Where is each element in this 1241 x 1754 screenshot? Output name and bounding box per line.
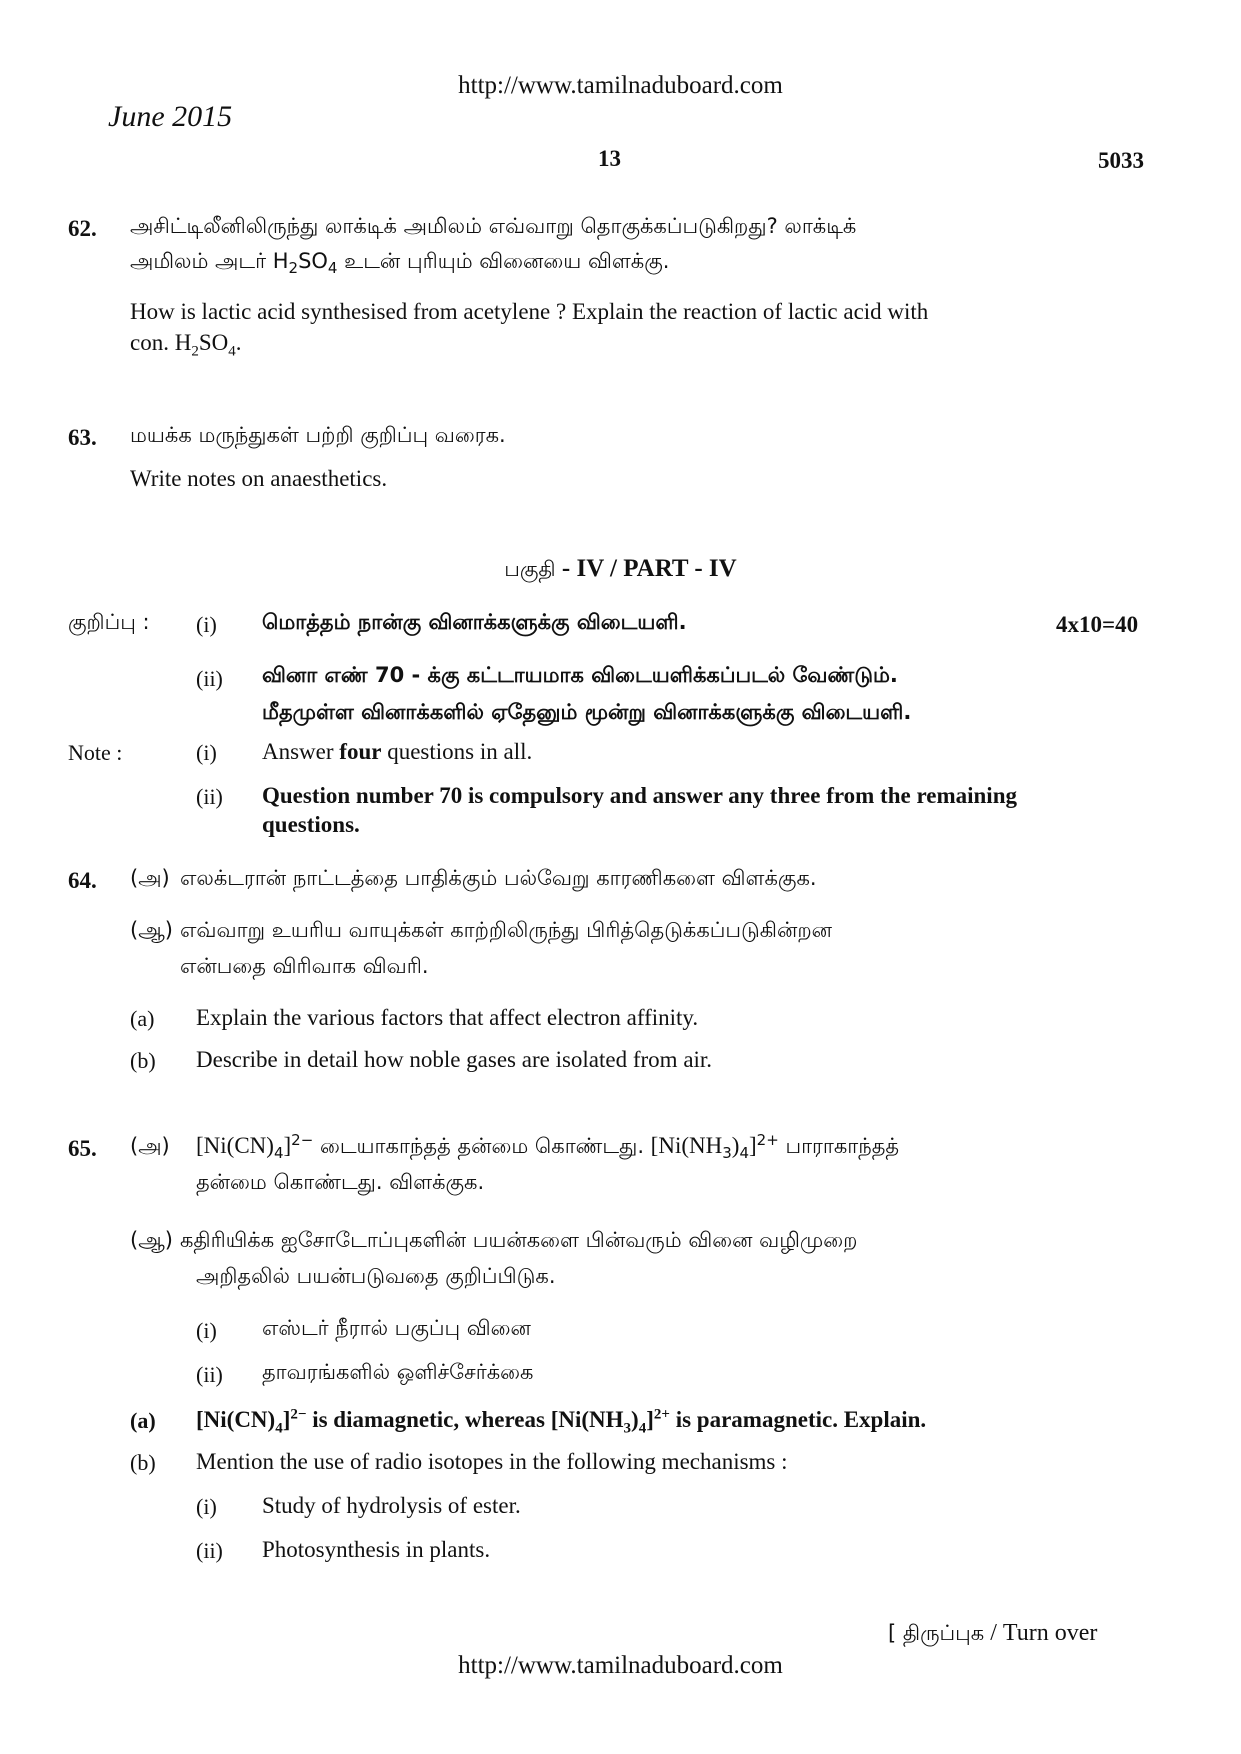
exam-date: June 2015 [108, 100, 233, 133]
q64-english-a: Explain the various factors that affect electron affinity. [196, 1005, 699, 1030]
instruction-english-i: Answer four questions in all. [262, 739, 533, 764]
question-number: 63. [68, 425, 97, 450]
instruction-english-ii-line1: Question number 70 is compulsory and answer any three from the remaining [262, 783, 1017, 808]
instruction-english-ii-line2: questions. [262, 812, 360, 837]
item-label: (ii) [196, 1538, 223, 1563]
instruction-tamil-i: மொத்தம் நான்கு வினாக்களுக்கு விடையளி. [262, 610, 687, 634]
question-number: 65. [68, 1136, 97, 1161]
page-number: 13 [598, 146, 621, 171]
turn-over-note: [ திருப்புக / Turn over [888, 1620, 1098, 1646]
q65-tamil-a-line1: $[Ni(CN)_4]^{2-}$ டையாகாந்தத் தன்மை கொண்டது. $[Ni(NH_3)_4]^{2+}$ பாராகாந்தத் [196, 1131, 900, 1163]
source-url-top: http://www.tamilnaduboard.com [458, 72, 783, 99]
note-label-tamil: குறிப்பு : [68, 610, 150, 634]
q64-tamil-a: எலக்டரான் நாட்டத்தை பாதிக்கும் பல்வேறு காரணிகளை விளக்குக. [180, 866, 817, 890]
q65-english-b-i: Study of hydrolysis of ester. [262, 1493, 521, 1518]
q65-english-a: $[Ni(CN)_4]^{2-}$ is diamagnetic, whereas $[Ni(NH_3)_4]^{2+}$ is paramagnetic. Explain. [196, 1406, 927, 1437]
item-label: (ஆ) [130, 918, 173, 942]
q64-tamil-b-line1: எவ்வாறு உயரிய வாயுக்கள் காற்றிலிருந்து பிரித்தெடுக்கப்படுகின்றன [180, 918, 832, 942]
item-label: (a) [130, 1006, 155, 1031]
marks-allocation: 4x10=40 [1056, 612, 1139, 637]
instruction-tamil-ii-line1: வினா எண் 70 - க்கு கட்டாயமாக விடையளிக்கப்படல் வேண்டும். [262, 663, 898, 687]
q64-tamil-b-line2: என்பதை விரிவாக விவரி. [180, 954, 429, 978]
item-label: (அ) [130, 1134, 170, 1158]
q65-tamil-b-line1: கதிரியிக்க ஐசோடோப்புகளின் பயன்களை பின்வரும் வினை வழிமுறை [180, 1228, 858, 1252]
q65-tamil-b-i: எஸ்டர் நீரால் பகுப்பு வினை [262, 1316, 531, 1340]
item-label: (ii) [196, 1362, 223, 1387]
item-label: (அ) [130, 866, 170, 890]
q64-english-b: Describe in detail how noble gases are isolated from air. [196, 1047, 713, 1072]
q62-tamil-line2: அமிலம் அடர் $H_2SO_4$ உடன் புரியும் வினையை விளக்கு. [130, 249, 670, 278]
item-label: (ஆ) [130, 1228, 173, 1252]
q65-tamil-b-line2: அறிதலில் பயன்படுவதை குறிப்பிடுக. [196, 1264, 556, 1288]
paper-code: 5033 [1098, 148, 1144, 173]
item-label: (a) [130, 1408, 156, 1433]
q62-english-line2: con. $H_2SO_4$. [130, 330, 242, 360]
part-4-heading: பகுதி - IV / PART - IV [504, 555, 737, 582]
question-number: 64. [68, 868, 97, 893]
q65-english-b-ii: Photosynthesis in plants. [262, 1537, 491, 1562]
item-label: (b) [130, 1450, 156, 1475]
item-label: (b) [130, 1048, 156, 1073]
q65-tamil-a-line2: தன்மை கொண்டது. விளக்குக. [196, 1170, 485, 1194]
item-label: (i) [196, 612, 217, 637]
q63-english: Write notes on anaesthetics. [130, 466, 388, 491]
instruction-tamil-ii-line2: மீதமுள்ள வினாக்களில் ஏதேனும் மூன்று வினாக்களுக்கு விடையளி. [262, 700, 912, 724]
q63-tamil: மயக்க மருந்துகள் பற்றி குறிப்பு வரைக. [130, 423, 506, 447]
question-number: 62. [68, 216, 97, 241]
q62-tamil-line1: அசிட்டிலீனிலிருந்து லாக்டிக் அமிலம் எவ்வாறு தொகுக்கப்படுகிறது? லாக்டிக் [130, 214, 857, 238]
item-label: (ii) [196, 666, 223, 691]
source-url-bottom: http://www.tamilnaduboard.com [458, 1652, 783, 1679]
item-label: (i) [196, 740, 217, 765]
note-label-english: Note : [68, 740, 123, 765]
item-label: (i) [196, 1494, 217, 1519]
q62-english-line1: How is lactic acid synthesised from acetylene ? Explain the reaction of lactic acid with [130, 299, 929, 324]
item-label: (i) [196, 1318, 217, 1343]
q65-tamil-b-ii: தாவரங்களில் ஒளிச்சேர்க்கை [262, 1360, 534, 1384]
q65-english-b: Mention the use of radio isotopes in the following mechanisms : [196, 1449, 788, 1474]
item-label: (ii) [196, 784, 223, 809]
